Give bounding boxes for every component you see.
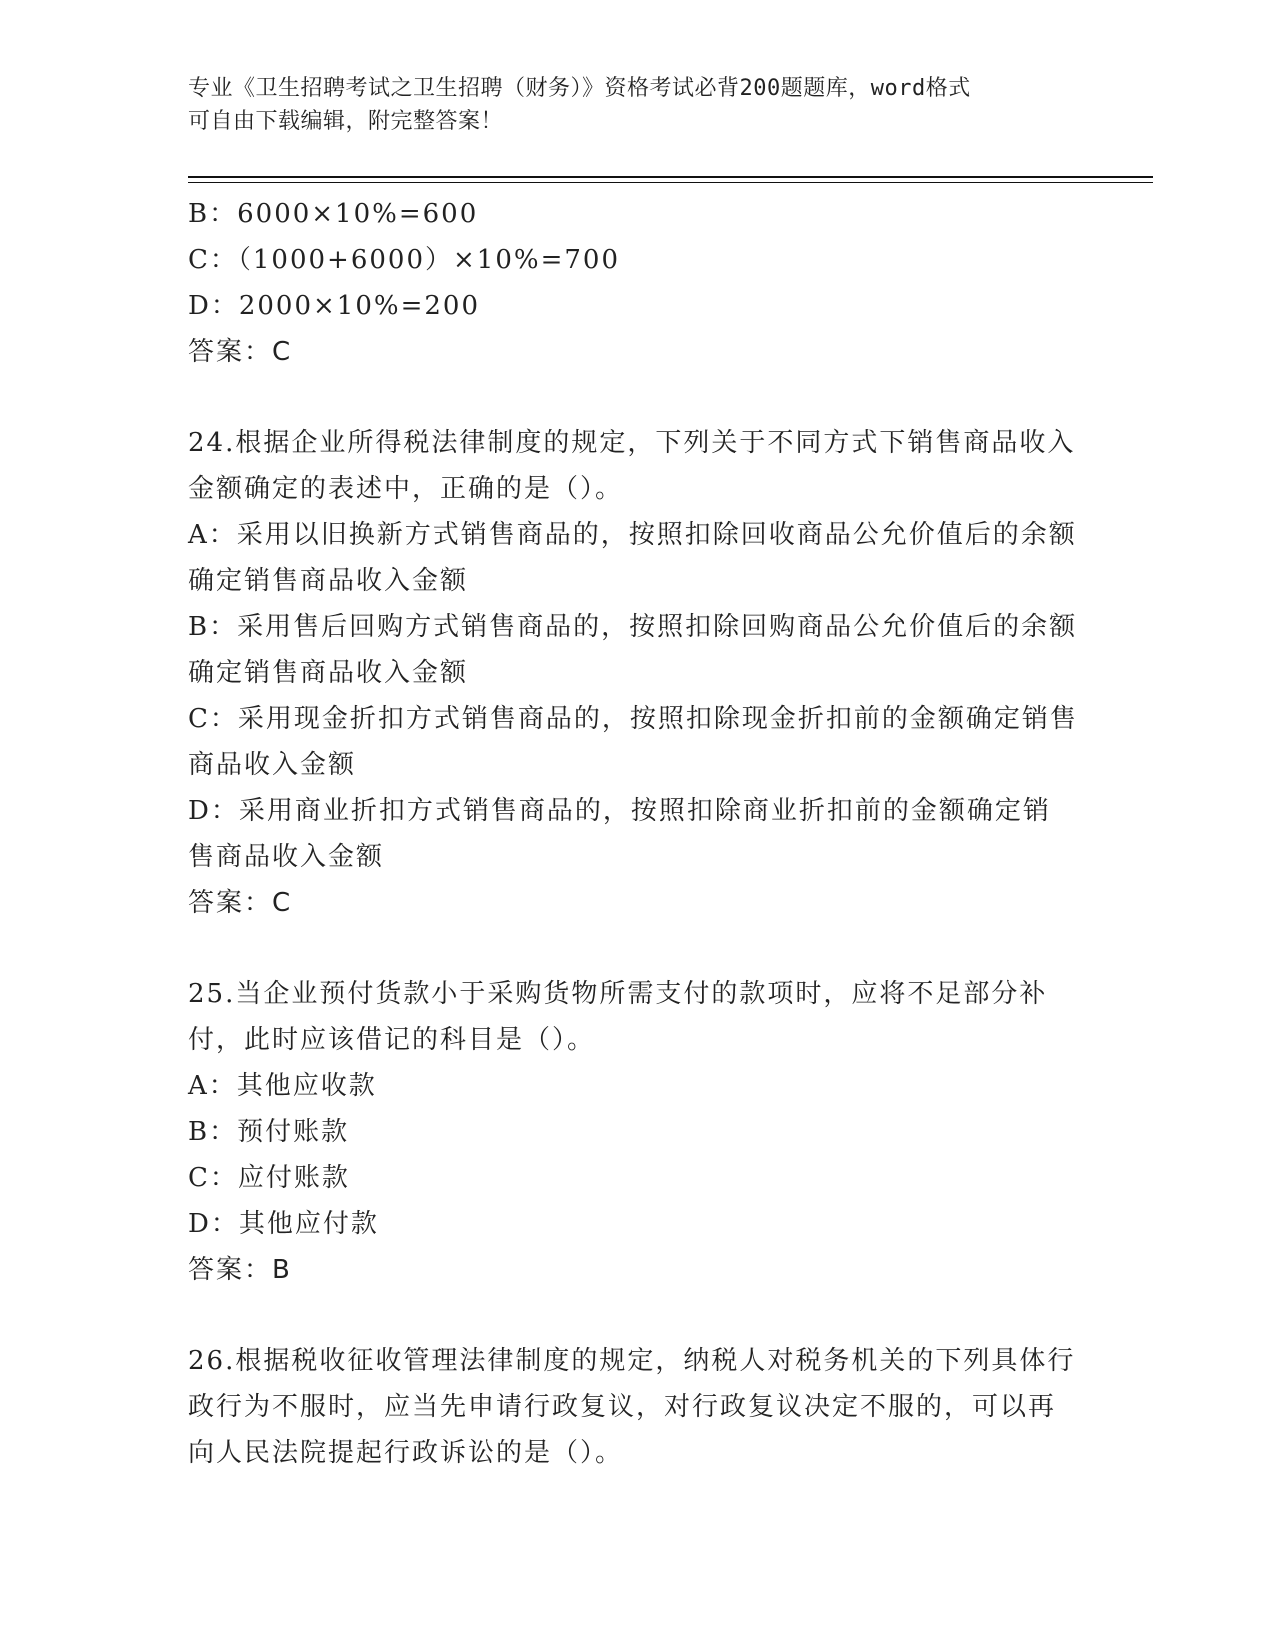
option-c: C：采用现金折扣方式销售商品的，按照扣除现金折扣前的金额确定销售商品收入金额	[188, 704, 1078, 780]
spacer	[188, 1293, 1078, 1338]
option-d: D：采用商业折扣方式销售商品的，按照扣除商业折扣前的金额确定销售商品收入金额	[188, 796, 1051, 872]
answer: 答案：C	[188, 888, 293, 918]
option-a: A：采用以旧换新方式销售商品的，按照扣除回收商品公允价值后的余额确定销售商品收入金额	[188, 520, 1077, 596]
option-b: B：采用售后回购方式销售商品的，按照扣除回购商品公允价值后的余额确定销售商品收入金额	[188, 612, 1078, 688]
option-d: D：2000×10%=200	[188, 291, 480, 321]
header-divider-thin	[188, 182, 1153, 183]
option-b: B：预付账款	[188, 1117, 350, 1147]
option-a: A：其他应收款	[188, 1071, 377, 1101]
question-26-block	[188, 1338, 1078, 1476]
option-d: D：其他应付款	[188, 1209, 379, 1239]
question-25-block	[188, 971, 1078, 1293]
spacer	[188, 926, 1078, 971]
question-content	[188, 191, 1078, 1476]
option-c: C：应付账款	[188, 1163, 350, 1193]
question-stem: 24.根据企业所得税法律制度的规定，下列关于不同方式下销售商品收入金额确定的表述中，正确的是（）。	[188, 428, 1076, 504]
document-header	[188, 72, 1068, 138]
question-23-block	[188, 191, 1078, 375]
spacer	[188, 375, 1078, 420]
question-stem: 25.当企业预付货款小于采购货物所需支付的款项时，应将不足部分补付，此时应该借记的科目是（）。	[188, 979, 1048, 1055]
question-stem: 26.根据税收征收管理法律制度的规定，纳税人对税务机关的下列具体行政行为不服时，应当先申请行政复议，对行政复议决定不服的，可以再向人民法院提起行政诉讼的是（）。	[188, 1346, 1076, 1468]
question-24-block	[188, 420, 1078, 926]
option-b: B：6000×10%=600	[188, 199, 479, 229]
option-c: C：（1000+6000）×10%=700	[188, 245, 621, 275]
header-line-2: 可自由下载编辑，附完整答案！	[188, 109, 504, 134]
header-divider-thick	[188, 176, 1153, 178]
answer: 答案：C	[188, 337, 293, 367]
answer: 答案：B	[188, 1255, 292, 1285]
header-line-1: 专业《卫生招聘考试之卫生招聘（财务）》资格考试必背200题题库，word格式	[188, 76, 971, 101]
